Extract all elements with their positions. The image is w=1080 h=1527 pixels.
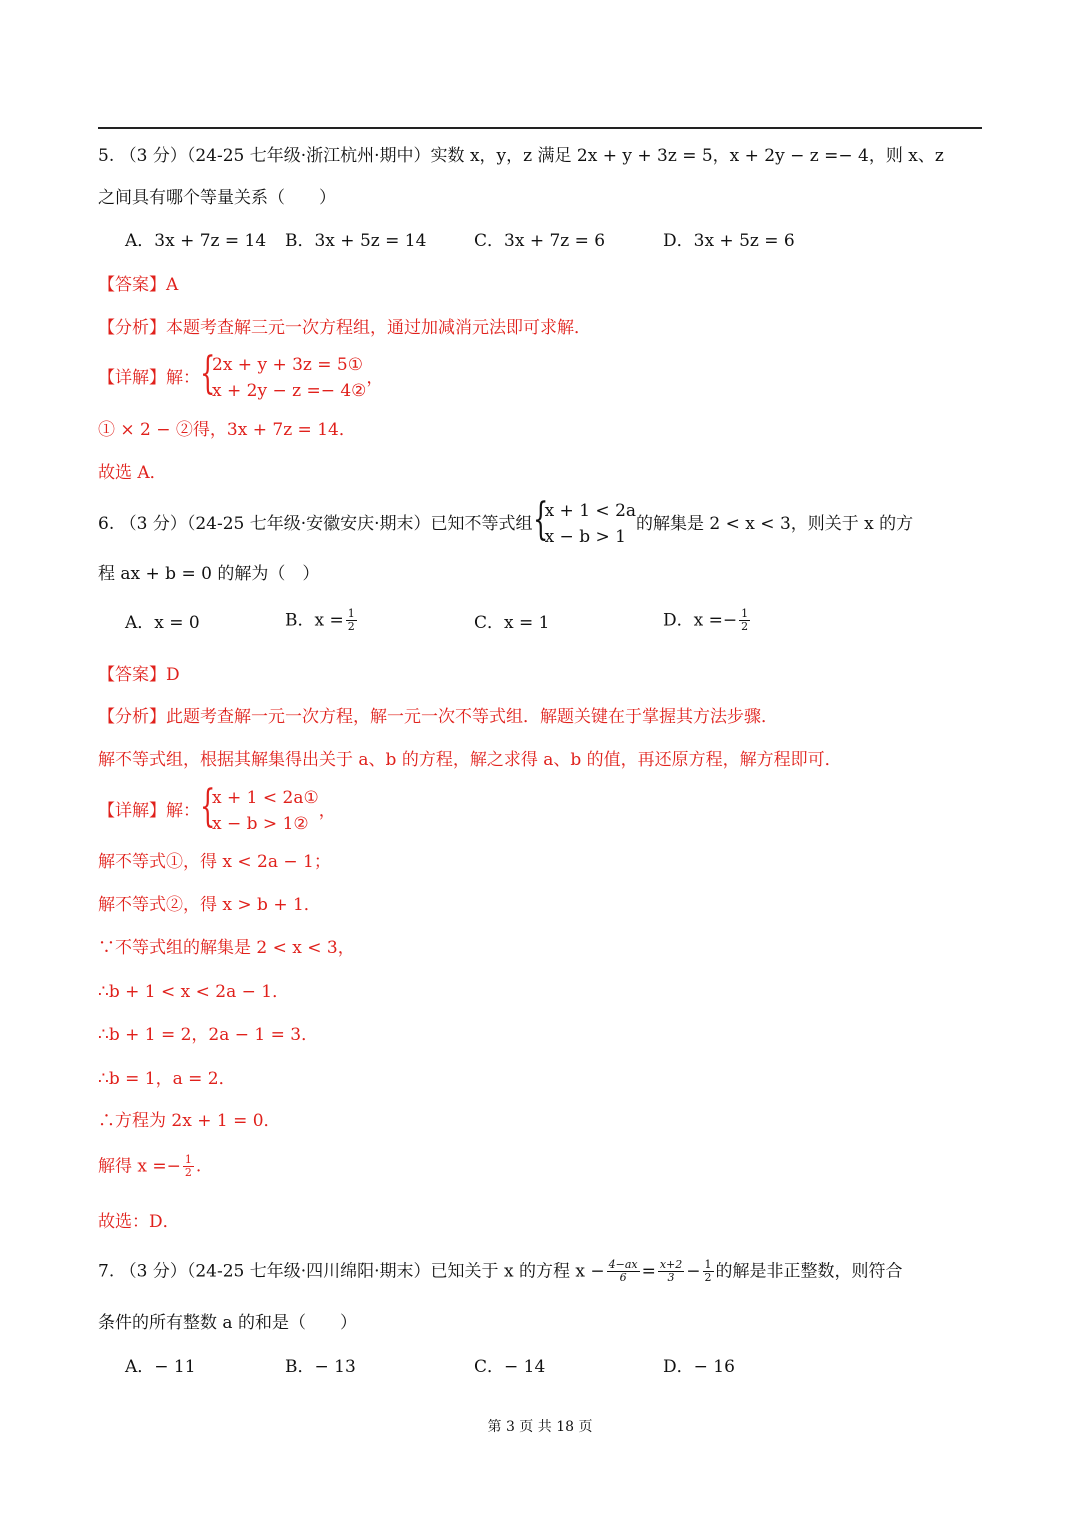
q6-stem-line1 bbox=[98, 494, 914, 550]
q6-step4: ∴b + 1 < x < 2a − 1． bbox=[98, 982, 290, 1002]
header-rule bbox=[98, 127, 982, 129]
q6-step3: ∵不等式组的解集是 2 < x < 3， bbox=[98, 938, 355, 958]
q5-answer: 【答案】A bbox=[98, 275, 179, 295]
q5-conclusion: 故选 A． bbox=[98, 463, 167, 483]
fraction-numerator: 1 bbox=[184, 1153, 192, 1166]
q7-equals: = bbox=[641, 1261, 656, 1282]
q6-detail-label: 【详解】解： bbox=[98, 801, 200, 821]
q5-option-b: B．3x + 5z = 14 bbox=[285, 231, 427, 251]
fraction-numerator: 4−ax bbox=[608, 1258, 638, 1271]
q7-stem-prefix: 7. （3 分）（24-25 七年级·四川绵阳·期末）已知关于 x 的方程 x − bbox=[98, 1261, 605, 1282]
q7-option-a: A．− 11 bbox=[125, 1357, 196, 1377]
fraction-numerator: 1 bbox=[704, 1258, 712, 1271]
q5-stem-line1: 5. （3 分）（24-25 七年级·浙江杭州·期中）实数 x，y，z 满足 2x + y + 3z = 5，x + 2y − z =− 4，则 x、z bbox=[98, 146, 944, 166]
q6-ineq1: x + 1 < 2a bbox=[544, 501, 637, 521]
q6-option-c: C．x = 1 bbox=[474, 613, 550, 633]
q7-stem-line1 bbox=[98, 1256, 903, 1287]
q6-ineq2: x − b > 1 bbox=[544, 527, 626, 547]
q6-step2: 解不等式②，得 x > b + 1． bbox=[98, 895, 321, 915]
q6-stem-line2: 程 ax + b = 0 的解为（ ） bbox=[98, 564, 320, 584]
q6-analysis-line1: 【分析】此题考查解一元一次方程，解一元一次不等式组．解题关键在于掌握其方法步骤． bbox=[98, 707, 778, 727]
q6-step8-text: 解得 x =− bbox=[98, 1156, 181, 1177]
q7-stem-line2: 条件的所有整数 a 的和是（ ） bbox=[98, 1313, 357, 1333]
q7-minus: − bbox=[686, 1261, 701, 1282]
q6-option-b-text: B．x = bbox=[285, 610, 344, 631]
fraction-denominator: 2 bbox=[347, 620, 355, 633]
q6-step6: ∴b = 1，a = 2． bbox=[98, 1069, 236, 1089]
q6-step1: 解不等式①，得 x < 2a − 1； bbox=[98, 852, 331, 872]
q7-fraction-1 bbox=[607, 1259, 640, 1284]
fraction-numerator: x+2 bbox=[659, 1258, 683, 1271]
fraction-numerator: 1 bbox=[741, 607, 749, 620]
q6-option-d-text: D．x =− bbox=[663, 610, 738, 631]
q7-option-d: D．− 16 bbox=[663, 1357, 735, 1377]
q6-stem-suffix: 的解集是 2 < x < 3，则关于 x 的方 bbox=[636, 514, 914, 534]
q5-equation-system bbox=[200, 348, 367, 404]
q6-step5: ∴b + 1 = 2，2a − 1 = 3． bbox=[98, 1025, 319, 1045]
q6-option-b-fraction bbox=[346, 608, 357, 633]
q5-eq2: x + 2y − z =− 4② bbox=[212, 381, 367, 401]
q5-detail-label: 【详解】解： bbox=[98, 368, 200, 388]
q7-fraction-2 bbox=[658, 1259, 684, 1284]
q5-option-c: C．3x + 7z = 6 bbox=[474, 231, 606, 251]
q6-sys2: x − b > 1② bbox=[212, 814, 309, 834]
q6-analysis-line2: 解不等式组，根据其解集得出关于 a、b 的方程，解之求得 a、b 的值，再还原方程，解方程即可． bbox=[98, 750, 842, 770]
fraction-denominator: 6 bbox=[619, 1271, 627, 1284]
q6-detail-brace: { bbox=[200, 781, 216, 832]
q6-stem-prefix: 6. （3 分）（24-25 七年级·安徽安庆·期末）已知不等式组 bbox=[98, 514, 533, 534]
fraction-denominator: 3 bbox=[667, 1271, 675, 1284]
q6-brace: { bbox=[532, 494, 548, 545]
q7-stem-suffix: 的解是非正整数，则符合 bbox=[715, 1261, 903, 1282]
page-footer: 第 3 页 共 18 页 bbox=[487, 1419, 593, 1435]
q5-detail: 【详解】解： { 2x + y + 3z = 5① x + 2y − z =− 4② ， bbox=[98, 352, 383, 404]
q6-option-d-fraction bbox=[739, 608, 750, 633]
q6-detail: 【详解】解： { x + 1 < 2a① x − b > 1② ， bbox=[98, 785, 336, 837]
q6-step8-fraction bbox=[183, 1154, 194, 1179]
q5-option-a: A．3x + 7z = 14 bbox=[125, 231, 267, 251]
q7-option-c: C．− 14 bbox=[474, 1357, 546, 1377]
q6-answer: 【答案】D bbox=[98, 665, 180, 685]
fraction-denominator: 2 bbox=[741, 620, 749, 633]
q7-option-b: B．− 13 bbox=[285, 1357, 356, 1377]
q6-step8: 解得 x =− $\frac{1}{2}$ . bbox=[98, 1153, 202, 1179]
q6-inequality-system bbox=[532, 494, 637, 550]
q7-fraction-3 bbox=[703, 1259, 714, 1284]
q5-option-d: D．3x + 5z = 6 bbox=[663, 231, 795, 251]
fraction-numerator: 1 bbox=[347, 607, 355, 620]
q5-stem-line2: 之间具有哪个等量关系（ ） bbox=[98, 188, 336, 208]
q5-brace: { bbox=[200, 348, 216, 399]
q6-option-a: A．x = 0 bbox=[125, 613, 200, 633]
q6-option-d bbox=[663, 608, 752, 633]
q6-step7: ∴方程为 2x + 1 = 0． bbox=[98, 1111, 281, 1131]
fraction-denominator: 2 bbox=[704, 1271, 712, 1284]
q5-eq1: 2x + y + 3z = 5① bbox=[212, 355, 363, 375]
q6-sys1: x + 1 < 2a① bbox=[212, 788, 319, 808]
q6-option-b bbox=[285, 608, 359, 633]
q5-analysis: 【分析】本题考查解三元一次方程组，通过加减消元法即可求解． bbox=[98, 318, 591, 338]
fraction-denominator: 2 bbox=[184, 1166, 192, 1179]
q6-conclusion: 故选：D． bbox=[98, 1212, 180, 1232]
q5-step1: ① × 2 − ②得，3x + 7z = 14． bbox=[98, 420, 356, 440]
